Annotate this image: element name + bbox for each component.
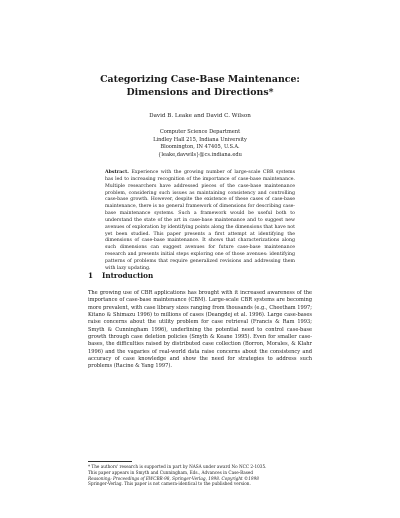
section-number: 1 [88, 271, 94, 280]
introduction-paragraph: The growing use of CBR applications has brought with it increased awareness of the importance of case-base maintenance (CBM). Large-scale CBR systems are becoming more prevalent, with case library sizes ranging from thousands (e.g., Cheetham 1997; Kitano & Shimazu 1996) to millions of cases (Deangdej et al. 1996). Large case-bases raise concerns about the utility problem for case retrieval (Francis & Ram 1993; Smyth & Cunningham 1996), underlining the potential need to control case-base growth through case deletion policies (Smyth & Keane 1995). Even for smaller case-bases, the difficulties raised by distributed case collection (Borron, Morales, & Klahr 1996) and the vagaries of real-world data raise concerns about the consistency and accuracy of case knowledge and show the need for strategies to address such problems (Racine & Yang 1997). [88, 290, 312, 370]
authors: David B. Leake and David C. Wilson [149, 113, 251, 119]
abstract [105, 170, 295, 273]
footnote [88, 464, 312, 487]
section-title: Introduction [102, 271, 154, 280]
footnote-line: Reasoning: Proceedings of EWCBR-98, Springer-Verlag, 1998. Copyright ©1998 [88, 475, 259, 481]
section-heading [88, 271, 153, 280]
paper-title-line1: Categorizing Case-Base Maintenance: [100, 74, 300, 85]
affiliation [120, 129, 280, 159]
abstract-text: Experience with the growing number of large-scale CBR systems has led to increasing recognition of the importance of case-base maintenance. Multiple researchers have addressed pieces of the case-base maintenance problem, considering such issues as maintaining consistency and controlling case-base growth. However, despite the existence of these cases of case-base maintenance, there is no general framework of dimensions for describing case-base maintenance systems. Such a framework would be useful both to understand the state of the art in case-base maintenance and to suggest new avenues of exploration by identifying points along the dimensions that have not yet been studied. This paper presents a first attempt at identifying the dimensions of case-base maintenance. It shows that characterizations along such dimensions can suggest avenues for future case-base maintenance research and presents initial steps exploring one of those avenues: identifying patterns of problems that require generalized revisions and addressing them with lazy updating. [105, 170, 296, 271]
footnote-rule [88, 461, 132, 462]
affiliation-department: Computer Science Department [159, 129, 241, 135]
abstract-label: Abstract. [105, 170, 129, 175]
footnote-line: * The authors' research is supported in part by NASA under award No NCC 2-1035. [88, 464, 267, 469]
footnote-line: Springer-Verlag. This paper is not camera-identical to the published version. [88, 481, 251, 487]
paper-title-line2: Dimensions and Directions* [126, 87, 274, 98]
affiliation-city: Bloomington, IN 47405, U.S.A. [160, 144, 240, 150]
affiliation-email: {leake,davwils}@cs.indiana.edu [158, 151, 242, 158]
affiliation-address: Lindley Hall 215, Indiana University [153, 136, 247, 143]
footnote-line: This paper appears in Smyth and Cunningham, Eds., Advances in Case-Based [88, 469, 254, 475]
